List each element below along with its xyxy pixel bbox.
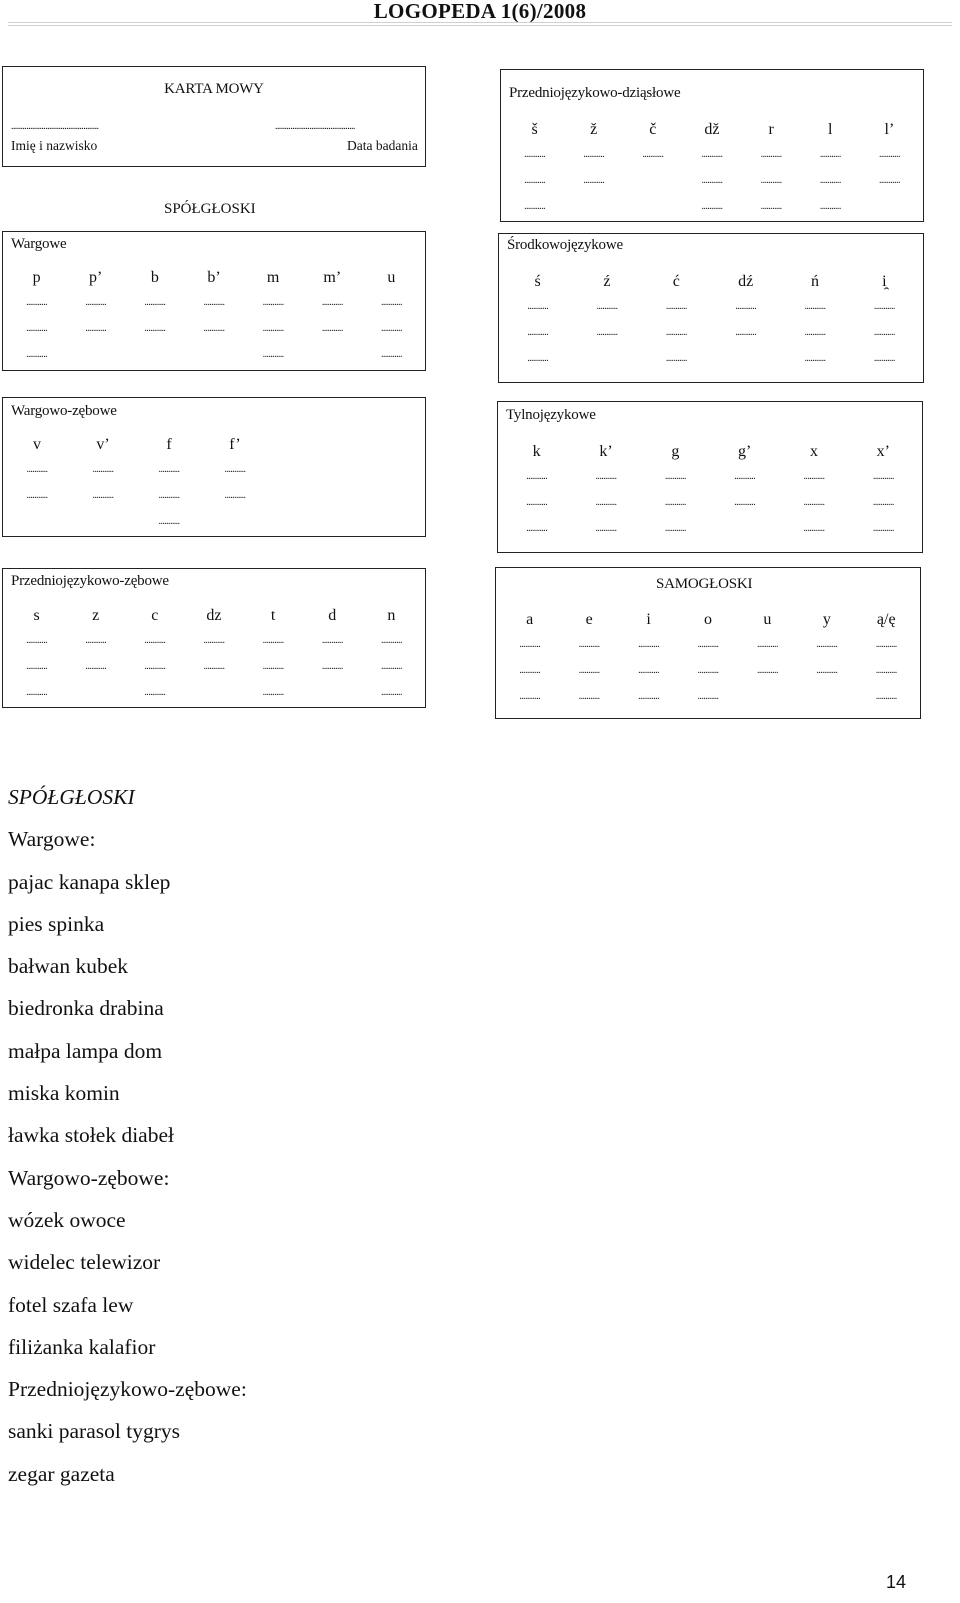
answer-dots[interactable]: ...........: [578, 639, 600, 650]
karta-mowy-box: [2, 66, 426, 167]
phoneme-label: p’: [89, 269, 103, 286]
answer-dots[interactable]: ...........: [262, 687, 284, 698]
phoneme-label: e: [585, 611, 593, 628]
answer-dots[interactable]: ...........: [144, 661, 166, 672]
phoneme-column: [623, 608, 675, 710]
answer-dots[interactable]: ...........: [804, 301, 826, 312]
wargowe-columns: [3, 266, 425, 368]
word-list-line: fotel szafa lew: [8, 1292, 134, 1317]
wargowo-zebowe-columns: [3, 433, 425, 535]
answer-dots[interactable]: ...........: [872, 523, 894, 534]
answer-dots[interactable]: ...........: [85, 297, 107, 308]
page-header: [0, 0, 960, 26]
answer-dots[interactable]: ...........: [380, 349, 402, 360]
answer-dots[interactable]: ...........: [158, 490, 180, 501]
przedniojezykowo-dziaslowe-columns: [501, 118, 923, 220]
phoneme-label: u: [763, 611, 772, 628]
phoneme-column: [857, 440, 909, 542]
word-list-line: Wargowe:: [8, 827, 96, 852]
answer-dots[interactable]: ...........: [262, 297, 284, 308]
word-list-line: miska komin: [8, 1081, 120, 1106]
phoneme-label: k’: [599, 443, 613, 460]
phoneme-column: [247, 266, 299, 368]
word-list-line: widelec telewizor: [8, 1250, 161, 1275]
answer-dots[interactable]: ...........: [203, 323, 225, 334]
answer-dots[interactable]: ...........: [26, 349, 48, 360]
answer-dots[interactable]: ...........: [638, 665, 659, 676]
answer-dots[interactable]: ...........: [760, 175, 782, 186]
answer-dots[interactable]: ...........: [735, 301, 757, 312]
answer-dots[interactable]: ...........: [321, 635, 343, 646]
answer-dots[interactable]: ...........: [380, 297, 402, 308]
answer-dots[interactable]: ...........: [524, 201, 546, 212]
date-field-dots[interactable]: ..........................................: [275, 121, 355, 132]
answer-dots[interactable]: ...........: [527, 353, 549, 364]
answer-dots[interactable]: ...........: [804, 353, 826, 364]
phoneme-column: [650, 270, 702, 372]
phoneme-label: g’: [737, 443, 752, 460]
answer-dots[interactable]: ...........: [878, 149, 900, 160]
phoneme-label: t: [270, 607, 276, 624]
answer-dots[interactable]: ...........: [873, 327, 895, 338]
answer-dots[interactable]: ...........: [872, 497, 894, 508]
answer-dots[interactable]: ...........: [803, 471, 825, 482]
answer-dots[interactable]: ...........: [26, 687, 48, 698]
answer-dots[interactable]: ...........: [816, 639, 838, 650]
phoneme-label: k: [532, 443, 541, 460]
phoneme-label: b’: [207, 269, 221, 286]
answer-dots[interactable]: ...........: [697, 691, 719, 702]
answer-dots[interactable]: ...........: [638, 691, 659, 702]
word-list-line: zegar gazeta: [8, 1461, 115, 1486]
phoneme-column: [719, 440, 771, 542]
phoneme-label: l’: [884, 121, 895, 138]
answer-dots[interactable]: ...........: [224, 464, 246, 475]
phoneme-label: d: [328, 607, 337, 624]
answer-dots[interactable]: ...........: [665, 353, 687, 364]
phoneme-column: [788, 440, 840, 542]
phoneme-label: o: [703, 611, 712, 628]
answer-dots[interactable]: ...........: [26, 323, 48, 334]
phoneme-label: l: [828, 121, 833, 138]
phoneme-column: [627, 118, 679, 220]
phoneme-column: [720, 270, 772, 372]
phoneme-column: [682, 608, 734, 710]
phoneme-column: [649, 440, 701, 542]
name-label: Imię i nazwisko: [11, 138, 98, 153]
word-list-line: wózek owoce: [8, 1207, 126, 1232]
answer-dots[interactable]: ...........: [85, 635, 107, 646]
phoneme-column: [563, 608, 615, 710]
tylnojezykowe-title: Tylnojęzykowe: [506, 407, 596, 423]
phoneme-label: ą/ę: [876, 611, 896, 628]
phoneme-label: u: [387, 269, 396, 286]
header-divider: [8, 22, 952, 26]
phoneme-column: [504, 608, 556, 710]
answer-dots[interactable]: ...........: [873, 301, 895, 312]
phoneme-column: [804, 118, 856, 220]
phoneme-column: [247, 604, 299, 706]
answer-dots[interactable]: ...........: [875, 691, 897, 702]
answer-dots[interactable]: ...........: [85, 661, 107, 672]
phoneme-column: [686, 118, 738, 220]
answer-dots[interactable]: ...........: [203, 635, 225, 646]
answer-dots[interactable]: ...........: [701, 201, 723, 212]
phoneme-label: dž: [704, 121, 720, 138]
answer-dots[interactable]: ...........: [583, 149, 605, 160]
answer-dots[interactable]: ...........: [519, 691, 541, 702]
answer-dots[interactable]: ...........: [595, 523, 617, 534]
answer-dots[interactable]: ...........: [380, 323, 402, 334]
phoneme-column: [860, 608, 912, 710]
answer-dots[interactable]: ...........: [262, 635, 284, 646]
srodkowojezykowe-columns: [499, 270, 923, 372]
answer-dots[interactable]: ...........: [158, 464, 180, 475]
word-list-line: pajac kanapa sklep: [8, 869, 171, 894]
phoneme-column: [801, 608, 853, 710]
phoneme-label: š: [531, 121, 538, 138]
przedniojezykowo-zebowe-box: [2, 568, 426, 708]
answer-dots[interactable]: ...........: [760, 201, 782, 212]
answer-dots[interactable]: ...........: [701, 175, 723, 186]
word-list-line: małpa lampa dom: [8, 1038, 163, 1063]
answer-dots[interactable]: ...........: [665, 301, 687, 312]
phoneme-column: [789, 270, 841, 372]
phoneme-label: x: [809, 443, 818, 460]
przedniojezykowo-zebowe-title: Przedniojęzykowo-zębowe: [11, 573, 169, 589]
phoneme-column: [365, 266, 417, 368]
answer-dots[interactable]: ...........: [816, 665, 838, 676]
answer-dots[interactable]: ...........: [697, 639, 719, 650]
answer-dots[interactable]: ...........: [803, 497, 825, 508]
phoneme-column: [306, 266, 358, 368]
phoneme-label: m: [266, 269, 280, 286]
answer-dots[interactable]: ...........: [803, 523, 825, 534]
answer-dots[interactable]: ...........: [664, 523, 686, 534]
answer-dots[interactable]: ...........: [875, 639, 897, 650]
answer-dots[interactable]: ...........: [526, 471, 548, 482]
phoneme-label: r: [768, 121, 774, 138]
word-list-line: Wargowo-zębowe:: [8, 1165, 170, 1190]
karta-mowy-title: KARTA MOWY: [164, 81, 264, 97]
answer-dots[interactable]: ...........: [596, 301, 618, 312]
answer-dots[interactable]: ...........: [595, 497, 617, 508]
wargowo-zebowe-title: Wargowo-zębowe: [11, 403, 117, 419]
phoneme-label: z: [92, 607, 100, 624]
answer-dots[interactable]: ...........: [524, 149, 546, 160]
word-list: [8, 776, 608, 1495]
answer-dots[interactable]: ...........: [804, 327, 826, 338]
answer-dots[interactable]: ...........: [144, 323, 166, 334]
word-list-line: Przedniojęzykowo-zębowe:: [8, 1377, 247, 1402]
answer-dots[interactable]: ...........: [756, 665, 778, 676]
phoneme-column: [11, 604, 63, 706]
answer-dots[interactable]: ...........: [524, 175, 546, 186]
phoneme-label: ś: [534, 273, 541, 290]
word-list-line: sanki parasol tygrys: [8, 1419, 180, 1444]
answer-dots[interactable]: ...........: [873, 353, 895, 364]
phoneme-label: v: [33, 436, 41, 453]
tylnojezykowe-columns: [498, 440, 922, 542]
answer-dots[interactable]: ...........: [144, 635, 166, 646]
phoneme-label: č: [649, 121, 657, 138]
word-list-line: biedronka drabina: [8, 996, 164, 1021]
answer-dots[interactable]: ...........: [26, 464, 48, 475]
answer-dots[interactable]: ...........: [527, 327, 549, 338]
answer-dots[interactable]: ...........: [701, 149, 723, 160]
answer-dots[interactable]: ...........: [26, 635, 48, 646]
date-label: Data badania: [347, 138, 418, 153]
answer-dots[interactable]: ...........: [26, 661, 48, 672]
phoneme-column: [188, 604, 240, 706]
wargowe-title: Wargowe: [11, 236, 67, 252]
word-list-line: bałwan kubek: [8, 954, 129, 979]
answer-dots[interactable]: ...........: [144, 297, 166, 308]
phoneme-column: [512, 270, 564, 372]
phoneme-label: dz: [206, 607, 222, 624]
answer-dots[interactable]: ...........: [872, 471, 894, 482]
phoneme-column: [511, 440, 563, 542]
answer-dots[interactable]: ...........: [527, 301, 549, 312]
przedniojezykowo-dziaslowe-box: [500, 69, 924, 222]
tylnojezykowe-box: [497, 401, 923, 553]
answer-dots[interactable]: ...........: [642, 149, 664, 160]
phoneme-label: ź: [603, 273, 611, 290]
phoneme-column: [741, 608, 793, 710]
answer-dots[interactable]: ...........: [875, 665, 897, 676]
answer-dots[interactable]: ...........: [380, 635, 402, 646]
answer-dots[interactable]: ...........: [664, 471, 686, 482]
word-list-line: ławka stołek diabeł: [8, 1123, 174, 1148]
przedniojezykowo-dziaslowe-title: Przedniojęzykowo-dziąsłowe: [509, 85, 681, 101]
answer-dots[interactable]: ...........: [526, 523, 548, 534]
phoneme-column: [188, 266, 240, 368]
phoneme-label: p: [32, 269, 41, 286]
answer-dots[interactable]: ...........: [578, 665, 600, 676]
answer-dots[interactable]: ...........: [734, 471, 756, 482]
phoneme-column: [11, 433, 63, 535]
samogloski-title: SAMOGŁOSKI: [656, 576, 753, 592]
answer-dots[interactable]: ...........: [526, 497, 548, 508]
answer-dots[interactable]: ...........: [321, 297, 343, 308]
phoneme-label: ć: [672, 273, 680, 290]
answer-dots[interactable]: ...........: [819, 201, 841, 212]
phoneme-column: [143, 433, 195, 535]
answer-dots[interactable]: ...........: [380, 687, 402, 698]
phoneme-label: i̯: [882, 273, 887, 290]
samogloski-box: [495, 567, 921, 719]
spolgloski-heading: SPÓŁGŁOSKI: [164, 201, 256, 217]
answer-dots[interactable]: ...........: [321, 323, 343, 334]
answer-dots[interactable]: ...........: [203, 297, 225, 308]
name-field-dots[interactable]: ..............................................: [11, 121, 99, 132]
phoneme-label: dź: [738, 273, 754, 290]
phoneme-label: a: [526, 611, 534, 628]
phoneme-label: f’: [229, 436, 241, 453]
answer-dots[interactable]: ...........: [664, 497, 686, 508]
answer-dots[interactable]: ...........: [519, 665, 541, 676]
answer-dots[interactable]: ...........: [26, 490, 48, 501]
answer-dots[interactable]: ...........: [224, 490, 246, 501]
answer-dots[interactable]: ...........: [665, 327, 687, 338]
phoneme-label: x’: [876, 443, 890, 460]
journal-title: LOGOPEDA 1(6)/2008: [373, 0, 587, 23]
answer-dots[interactable]: ...........: [85, 323, 107, 334]
answer-dots[interactable]: ...........: [92, 464, 114, 475]
phoneme-label: c: [151, 607, 159, 624]
phoneme-column: [70, 604, 122, 706]
samogloski-columns: [496, 608, 920, 710]
answer-dots[interactable]: ...........: [519, 639, 541, 650]
answer-dots[interactable]: ...........: [144, 687, 166, 698]
answer-dots[interactable]: ...........: [578, 691, 600, 702]
answer-dots[interactable]: ...........: [734, 497, 756, 508]
phoneme-column: [365, 604, 417, 706]
answer-dots[interactable]: ...........: [819, 175, 841, 186]
answer-dots[interactable]: ...........: [262, 661, 284, 672]
phoneme-column: [581, 270, 633, 372]
answer-dots[interactable]: ...........: [819, 149, 841, 160]
answer-dots[interactable]: ...........: [638, 639, 659, 650]
phoneme-column: [745, 118, 797, 220]
word-list-heading: SPÓŁGŁOSKI: [8, 785, 135, 809]
answer-dots[interactable]: ...........: [262, 323, 284, 334]
phoneme-label: ń: [810, 273, 819, 290]
word-list-line: filiżanka kalafior: [8, 1334, 156, 1359]
phoneme-column: [568, 118, 620, 220]
phoneme-column: [70, 266, 122, 368]
phoneme-label: y: [822, 611, 831, 628]
phoneme-label: s: [33, 607, 40, 624]
answer-dots[interactable]: ...........: [760, 149, 782, 160]
phoneme-column: [509, 118, 561, 220]
phoneme-label: ž: [590, 121, 598, 138]
phoneme-label: b: [150, 269, 159, 286]
answer-dots[interactable]: ...........: [595, 471, 617, 482]
phoneme-column: [129, 266, 181, 368]
phoneme-label: f: [166, 436, 172, 453]
wargowo-zebowe-box: [2, 397, 426, 537]
phoneme-label: n: [387, 607, 396, 624]
answer-dots[interactable]: ...........: [26, 297, 48, 308]
phoneme-column: [129, 604, 181, 706]
wargowe-box: [2, 231, 426, 371]
phoneme-column: [580, 440, 632, 542]
phoneme-label: g: [671, 443, 680, 460]
answer-dots[interactable]: ...........: [380, 661, 402, 672]
phoneme-label: m’: [323, 269, 342, 286]
answer-dots[interactable]: ...........: [756, 639, 778, 650]
phoneme-column: [209, 433, 261, 535]
phoneme-column: [11, 266, 63, 368]
phoneme-column: [306, 604, 358, 706]
answer-dots[interactable]: ...........: [583, 175, 605, 186]
answer-dots[interactable]: ...........: [92, 490, 114, 501]
przedniojezykowo-zebowe-columns: [3, 604, 425, 706]
answer-dots[interactable]: ...........: [596, 327, 618, 338]
phoneme-column: [77, 433, 129, 535]
phoneme-column: [863, 118, 915, 220]
answer-dots[interactable]: ...........: [735, 327, 757, 338]
answer-dots[interactable]: ...........: [878, 175, 900, 186]
answer-dots[interactable]: ...........: [158, 516, 180, 527]
srodkowojezykowe-box: [498, 233, 924, 383]
phoneme-label: v’: [96, 436, 110, 453]
word-list-line: pies spinka: [8, 911, 105, 936]
answer-dots[interactable]: ...........: [203, 661, 225, 672]
phoneme-column: [858, 270, 910, 372]
answer-dots[interactable]: ...........: [697, 665, 719, 676]
page-number: 14: [885, 1572, 906, 1592]
answer-dots[interactable]: ...........: [321, 661, 343, 672]
srodkowojezykowe-title: Środkowojęzykowe: [507, 237, 623, 253]
answer-dots[interactable]: ...........: [262, 349, 284, 360]
phoneme-label: i: [646, 611, 651, 628]
